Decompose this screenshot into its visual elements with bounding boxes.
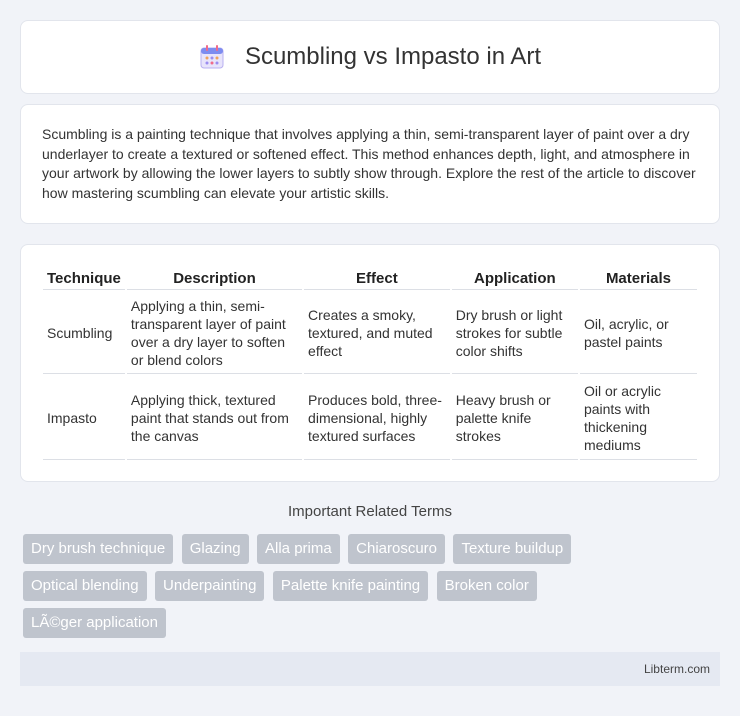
column-header: Materials bbox=[580, 267, 697, 290]
related-term-tag[interactable]: Optical blending bbox=[23, 571, 147, 601]
table-row bbox=[43, 376, 697, 460]
column-header: Application bbox=[452, 267, 578, 290]
related-term-tag[interactable]: Dry brush technique bbox=[23, 534, 173, 564]
related-term-tag[interactable]: Glazing bbox=[182, 534, 249, 564]
related-terms-list bbox=[23, 534, 723, 645]
footer bbox=[20, 652, 720, 686]
table-cell: Applying a thin, semi-transparent layer of paint over a dry layer to soften or blend colors bbox=[127, 292, 302, 374]
page-title: Scumbling vs Impasto in Art bbox=[244, 43, 542, 70]
table-cell: Produces bold, three-dimensional, highly textured surfaces bbox=[304, 376, 450, 460]
table-cell: Creates a smoky, textured, and muted effect bbox=[304, 292, 450, 374]
intro-card bbox=[20, 104, 720, 224]
related-term-tag[interactable]: Broken color bbox=[437, 571, 537, 601]
table-cell: Oil or acrylic paints with thickening mediums bbox=[580, 376, 697, 460]
table-cell: Applying thick, textured paint that stands out from the canvas bbox=[127, 376, 302, 460]
related-term-tag[interactable]: Chiaroscuro bbox=[348, 534, 445, 564]
column-header: Description bbox=[127, 267, 302, 290]
related-term-tag[interactable]: Texture buildup bbox=[453, 534, 571, 564]
related-term-tag[interactable]: LÃ©ger application bbox=[23, 608, 166, 638]
footer-site-link[interactable]: Libterm.com bbox=[643, 662, 710, 676]
comparison-table bbox=[41, 265, 699, 462]
column-header: Effect bbox=[304, 267, 450, 290]
table-cell: Dry brush or light strokes for subtle color shifts bbox=[452, 292, 578, 374]
related-terms-title: Important Related Terms bbox=[288, 503, 452, 520]
related-term-tag[interactable]: Palette knife painting bbox=[273, 571, 428, 601]
related-term-tag[interactable]: Alla prima bbox=[257, 534, 340, 564]
calendar-icon bbox=[199, 44, 225, 70]
header-card bbox=[20, 20, 720, 94]
table-cell: Impasto bbox=[43, 376, 125, 460]
column-header: Technique bbox=[43, 267, 125, 290]
table-cell: Oil, acrylic, or pastel paints bbox=[580, 292, 697, 374]
related-term-tag[interactable]: Underpainting bbox=[155, 571, 264, 601]
table-row bbox=[43, 292, 697, 374]
intro-text: Scumbling is a painting technique that involves applying a thin, semi-transparent layer of paint over a dry underlayer to create a textured or softened effect. This method enhances depth, light, and atmosphere in your artwork by allowing the lower layers to subtly show through. Explore the rest of the article to discover how mastering scumbling can elevate your artistic skills. bbox=[42, 126, 696, 201]
comparison-table-card bbox=[20, 244, 720, 482]
table-cell: Scumbling bbox=[43, 292, 125, 374]
table-cell: Heavy brush or palette knife strokes bbox=[452, 376, 578, 460]
table-header-row bbox=[43, 267, 697, 290]
